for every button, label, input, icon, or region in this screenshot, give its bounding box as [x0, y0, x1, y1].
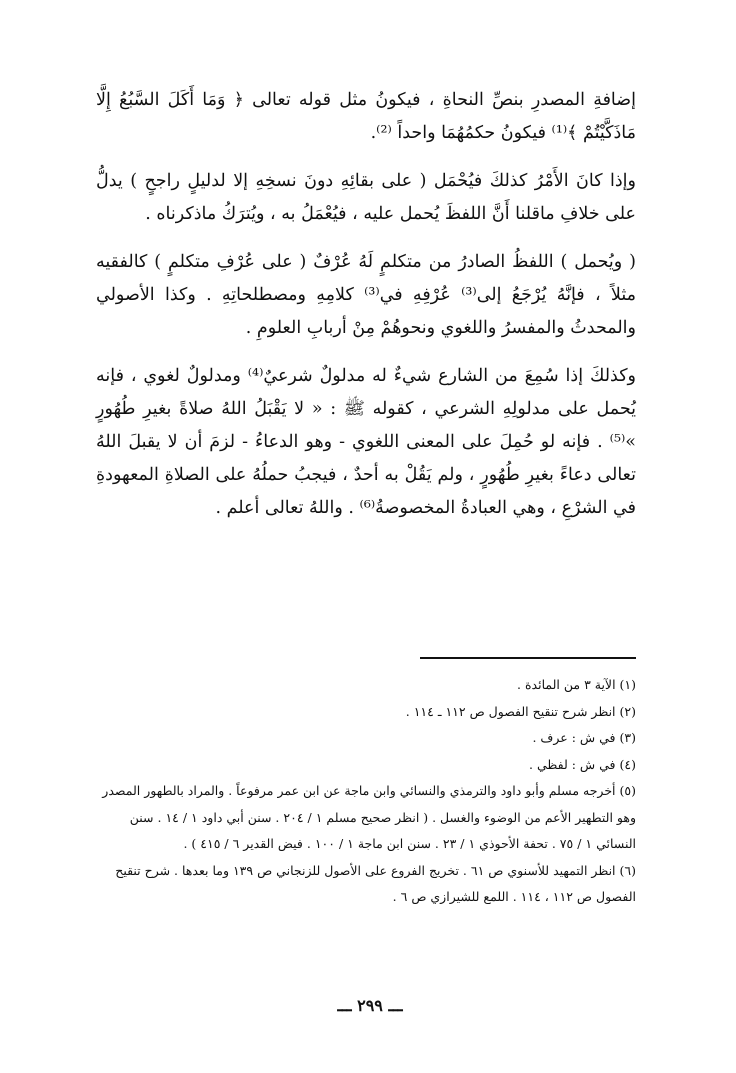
paragraph-3: ( ويُحمل ) اللفظُ الصادرُ من متكلمٍ لَهُ عُرْفٌ ( على عُرْفِ متكلمٍ ) كالفقيه مثلاً ، فإنَّهُ يُرْجَعُ إلى⁽³⁾ عُرْفِهِ في⁽³⁾ كلامِهِ ومصطلحاتِهِ . وكذا الأصولي والمحدثُ والمفسرُ واللغوي ونحوهُمْ مِنْ أربابِ العلومِ . — [96, 252, 636, 338]
footnote-1: (١) الآية ٣ من المائدة . — [517, 677, 636, 692]
footnote-3: (٣) في ش : عرف . — [532, 730, 636, 745]
page-number: ـــ ٢٩٩ ـــ — [337, 996, 403, 1015]
main-text — [96, 84, 636, 540]
paragraph-4: وكذلكَ إذا سُمِعَ من الشارع شيءٌ له مدلولٌ شرعيٌ⁽⁴⁾ ومدلولٌ لغوي ، فإنه يُحمل على مدلولِهِ الشرعي ، كقوله ﷺ : « لا يَقْبَلُ اللهُ صلاةً بغيرِ طُهُورٍ »⁽⁵⁾ . فإنه لو حُمِلَ على المعنى اللغوي - وهو الدعاءُ - لزمَ أن لا يقبلَ اللهُ تعالى دعاءً بغيرِ طُهُورٍ ، ولم يَقُلْ به أحدٌ ، فيجبُ حملُهُ على الصلاةِ المعهودةِ في الشرْعِ ، وهي العبادةُ المخصوصةُ⁽⁶⁾ . واللهُ تعالى أعلم . — [96, 366, 636, 518]
footnote-5: (٥) أخرجه مسلم وأبو داود والترمذي والنسائي وابن ماجة عن ابن عمر مرفوعاً . والمراد بالطهور المصدر وهو التطهير الأعم من الوضوء والغسل . ( انظر صحيح مسلم ١ / ٢٠٤ . سنن أبي داود ١ / ١٤ . سنن النسائي ١ / ٧٥ . تحفة الأحوذي ١ / ٢٣ . سنن ابن ماجة ١ / ١٠٠ . فيض القدير ٦ / ٤١٥ ) . — [102, 783, 636, 851]
footnotes — [96, 672, 636, 911]
paragraph-1: إضافةِ المصدرِ بنصِّ النحاةِ ، فيكونُ مثل قوله تعالى ﴿ وَمَا أَكَلَ السَّبُعُ إِلَّا مَاذَكَّيْتُمْ ﴾⁽¹⁾ فيكونُ حكمُهُمَا واحداً ⁽²⁾. — [96, 90, 636, 143]
paragraph-2: وإذا كانَ الأَمْرُ كذلكَ فيُحْمَل ( على بقائِهِ دونَ نسخِهِ إلا لدليلٍ راجحٍ ) يدلُّ على خلافِ ماقلنا أَنَّ اللفظَ يُحمل عليه ، فيُعْمَلُ به ، ويُترَكُ ماذكرناه . — [96, 171, 636, 224]
footnote-4: (٤) في ش : لفظي . — [529, 756, 636, 772]
footnote-6: (٦) انظر التمهيد للأسنوي ص ٦١ . تخريج الفروع على الأصول للزنجاني ص ١٣٩ وما بعدها . شرح تنقيح الفصول ص ١١٢ ، ١١٤ . اللمع للشيرازي ص ٦ . — [115, 862, 636, 904]
footnote-separator — [420, 657, 636, 659]
footnote-2: (٢) انظر شرح تنقيح الفصول ص ١١٢ ـ ١١٤ . — [405, 703, 636, 719]
